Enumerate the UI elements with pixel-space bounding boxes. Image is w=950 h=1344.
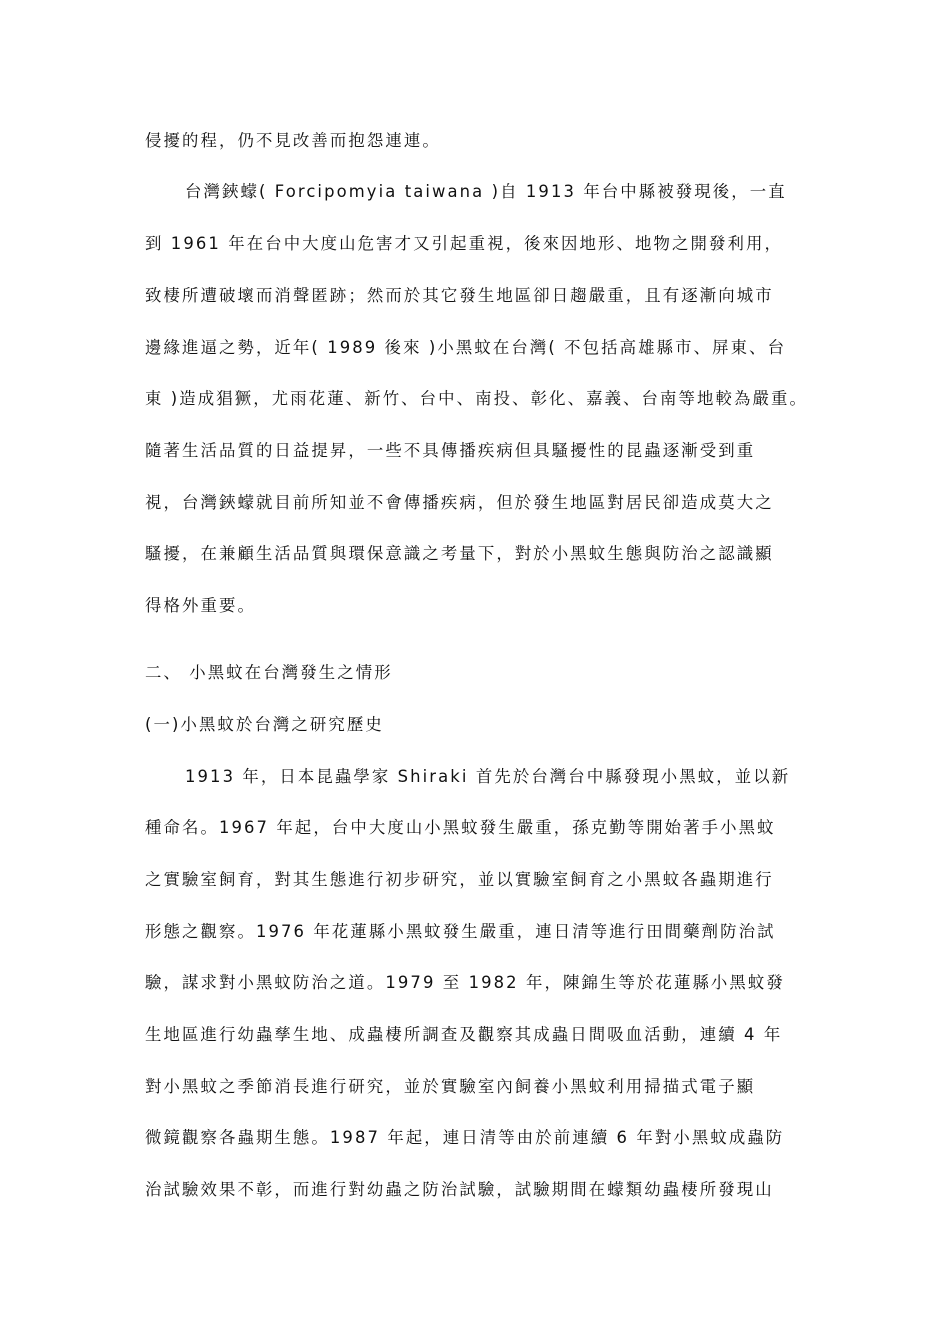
paragraph-line: 侵擾的程，仍不見改善而抱怨連連。: [145, 131, 441, 150]
paragraph-line: 生地區進行幼蟲孳生地、成蟲棲所調查及觀察其成蟲日間吸血活動，連續 4 年: [145, 1025, 783, 1044]
paragraph-line: 之實驗室飼育，對其生態進行初步研究，並以實驗室飼育之小黑蚊各蟲期進行: [145, 870, 774, 889]
paragraph-line: 形態之觀察。1976 年花蓮縣小黑蚊發生嚴重，連日清等進行田間藥劑防治試: [145, 922, 776, 941]
paragraph-line: 1913 年，日本昆蟲學家 Shiraki 首先於台灣台中縣發現小黑蚊，並以新: [185, 767, 791, 786]
paragraph-line: 隨著生活品質的日益提昇，一些不具傳播疾病但具騷擾性的昆蟲逐漸受到重: [145, 441, 756, 460]
paragraph-line: 東 )造成猖獗，尤雨花蓮、新竹、台中、南投、彰化、嘉義、台南等地較為嚴重。: [145, 389, 808, 408]
paragraph-line: 致棲所遭破壞而消聲匿跡；然而於其它發生地區卻日趨嚴重，且有逐漸向城市: [145, 286, 774, 305]
section-heading: 二、 小黑蚊在台灣發生之情形: [145, 663, 393, 682]
paragraph-line: 騷擾，在兼顧生活品質與環保意識之考量下，對於小黑蚊生態與防治之認識顯: [145, 544, 774, 563]
paragraph-line: 驗，謀求對小黑蚊防治之道。1979 至 1982 年，陳錦生等於花蓮縣小黑蚊發: [145, 973, 785, 992]
paragraph-line: 到 1961 年在台中大度山危害才又引起重視，後來因地形、地物之開發利用，: [145, 234, 783, 253]
paragraph-line: 治試驗效果不彰，而進行對幼蟲之防治試驗，試驗期間在蠓類幼蟲棲所發現山: [145, 1180, 774, 1199]
paragraph-line: 對小黑蚊之季節消長進行研究，並於實驗室內飼養小黑蚊利用掃描式電子顯: [145, 1077, 756, 1096]
paragraph-line: 台灣鋏蠓( Forcipomyia taiwana )自 1913 年台中縣被發現後，一直: [185, 182, 787, 201]
paragraph-line: 得格外重要。: [145, 596, 256, 615]
paragraph-line: 種命名。1967 年起，台中大度山小黑蚊發生嚴重，孫克勤等開始著手小黑蚊: [145, 818, 776, 837]
paragraph-line: 視，台灣鋏蠓就目前所知並不會傳播疾病，但於發生地區對居民卻造成莫大之: [145, 493, 774, 512]
paragraph-line: 微鏡觀察各蟲期生態。1987 年起，連日清等由於前連續 6 年對小黑蚊成蟲防: [145, 1128, 785, 1147]
paragraph-line: 邊緣進逼之勢，近年( 1989 後來 )小黑蚊在台灣( 不包括高雄縣市、屏東、台: [145, 338, 787, 357]
subsection-heading: (一)小黑蚊於台灣之研究歷史: [145, 715, 384, 734]
